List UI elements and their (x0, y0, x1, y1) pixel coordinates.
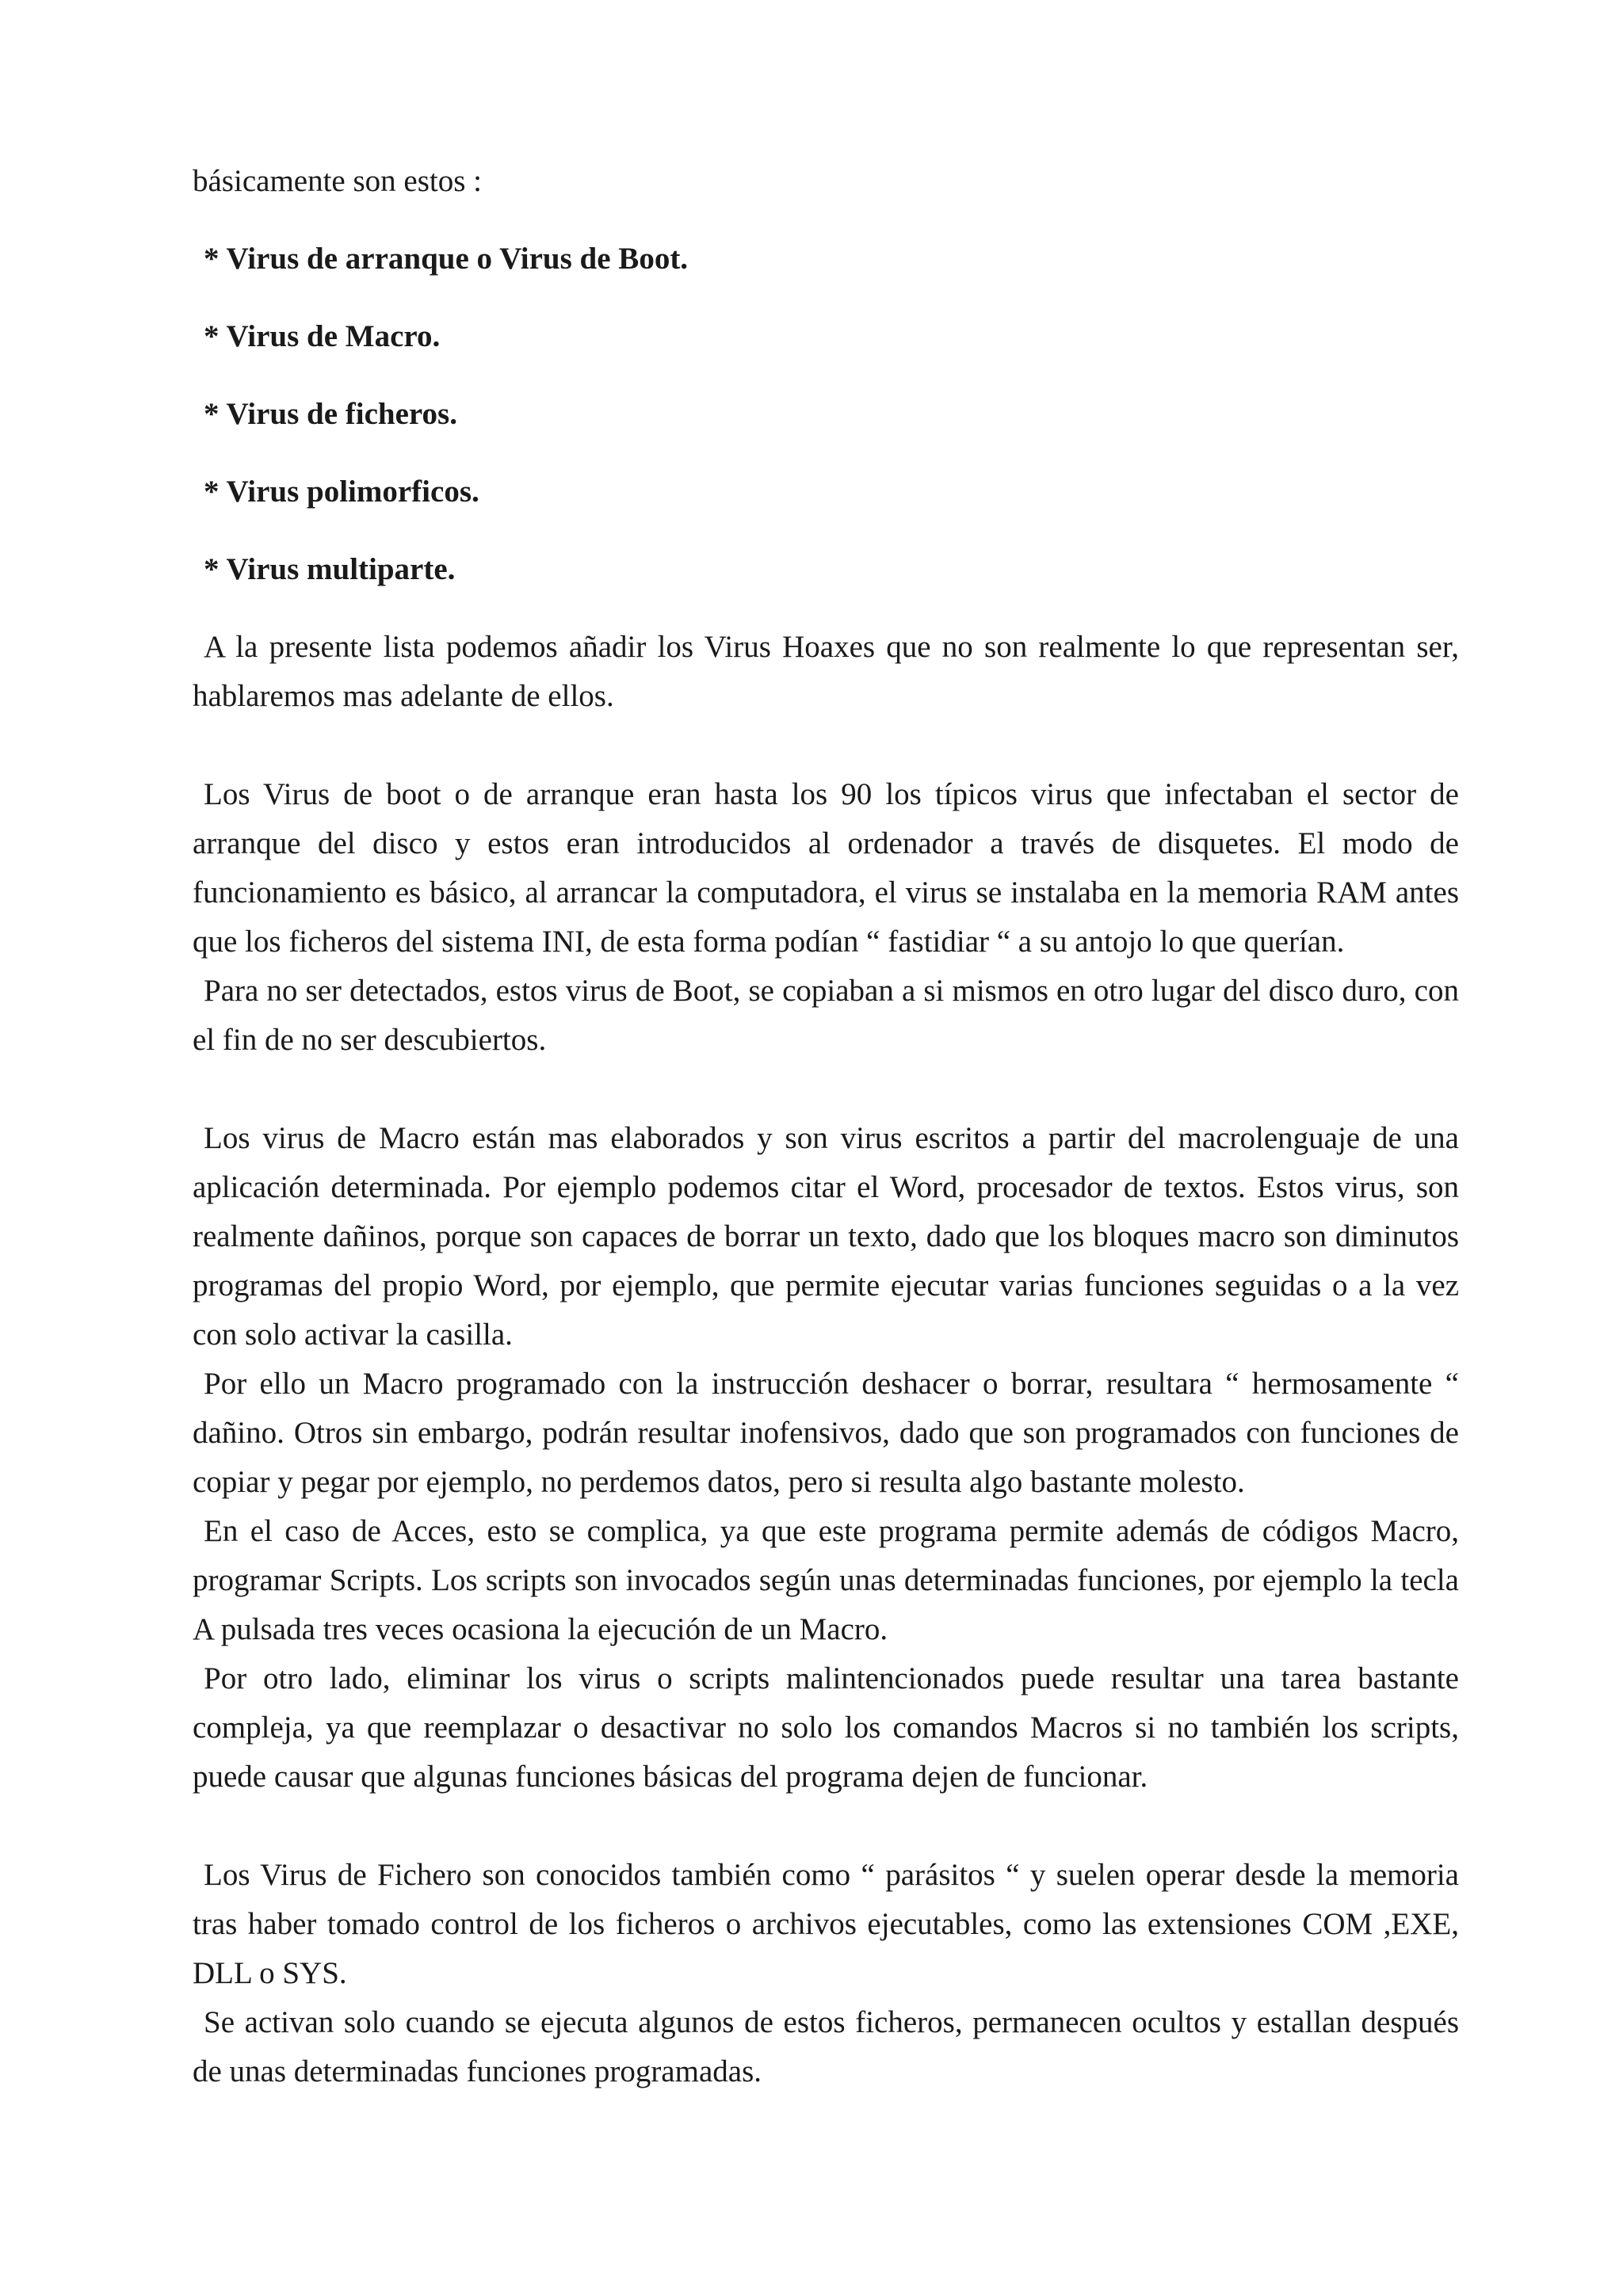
list-item: * Virus de arranque o Virus de Boot. (204, 242, 689, 276)
paragraph-macro-4: Por otro lado, eliminar los virus o scripts malintencionados puede resultar una tarea bastante compleja, ya que reemplazar o desactivar no solo los comandos Macros si no también los scripts, puede causar que algunas funciones básicas del programa dejen de funcionar. (193, 1661, 1459, 1794)
paragraph-macro-1: Los virus de Macro están mas elaborados y son virus escritos a partir del macrolenguaje de una aplicación determinada. Por ejemplo podemos citar el Word, procesador de textos. Estos virus, son realmente dañinos, porque son capaces de borrar un texto, dado que los bloques macro son diminutos programas del propio Word, por ejemplo, que permite ejecutar varias funciones seguidas o a la vez con solo activar la casilla. (193, 1121, 1459, 1352)
paragraph-hoaxes: A la presente lista podemos añadir los Virus Hoaxes que no son realmente lo que representan ser, hablaremos mas adelante de ellos. (193, 630, 1459, 713)
paragraph-boot-1: Los Virus de boot o de arranque eran hasta los 90 los típicos virus que infectaban el sector de arranque del disco y estos eran introducidos al ordenador a través de disquetes. El modo de funcionamiento es básico, al arrancar la computadora, el virus se instalaba en la memoria RAM antes que los ficheros del sistema INI, de esta forma podían “ fastidiar “ a su antojo lo que querían. (193, 777, 1459, 959)
virus-types-list (193, 235, 1459, 594)
list-item: * Virus multiparte. (204, 552, 456, 586)
paragraph-macro-3: En el caso de Acces, esto se complica, ya que este programa permite además de códigos Macro, programar Scripts. Los scripts son invocados según unas determinadas funciones, por ejemplo la tecla A pulsada tres veces ocasiona la ejecución de un Macro. (193, 1514, 1459, 1646)
paragraph-macro-2: Por ello un Macro programado con la instrucción deshacer o borrar, resultara “ hermosamente “ dañino. Otros sin embargo, podrán resultar inofensivos, dado que son programados con funciones de copiar y pegar por ejemplo, no perdemos datos, pero si resulta algo bastante molesto. (193, 1367, 1459, 1499)
paragraph-boot-2: Para no ser detectados, estos virus de Boot, se copiaban a si mismos en otro lugar del disco duro, con el fin de no ser descubiertos. (193, 974, 1459, 1057)
list-item: * Virus de ficheros. (204, 397, 457, 431)
list-item: * Virus de Macro. (204, 319, 441, 353)
document-page (193, 157, 1459, 2096)
intro-line: básicamente son estos : (193, 164, 482, 198)
paragraph-gap (193, 1065, 1459, 1114)
paragraph-gap (193, 1802, 1459, 1851)
list-item: * Virus polimorficos. (204, 475, 479, 509)
paragraph-fichero-2: Se activan solo cuando se ejecuta algunos de estos ficheros, permanecen ocultos y estallan después de unas determinadas funciones programadas. (193, 2005, 1459, 2088)
paragraph-fichero-1: Los Virus de Fichero son conocidos también como “ parásitos “ y suelen operar desde la memoria tras haber tomado control de los ficheros o archivos ejecutables, como las extensiones COM ,EXE, DLL o SYS. (193, 1858, 1459, 1990)
paragraph-gap (193, 721, 1459, 770)
